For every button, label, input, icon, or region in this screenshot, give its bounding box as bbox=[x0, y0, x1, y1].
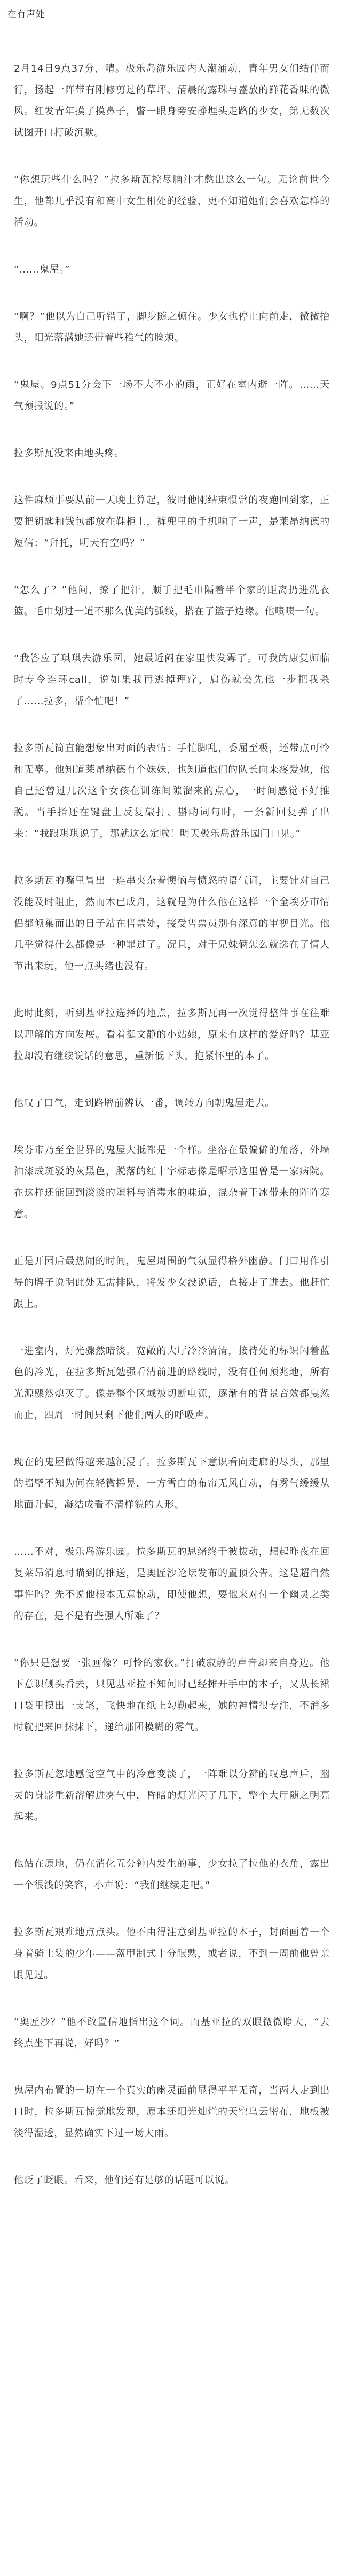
page-title: 在有声处 bbox=[7, 9, 45, 20]
paragraph: 此时此刻，听到基亚拉选择的地点，拉多斯瓦再一次觉得整件事在往难以理解的方向发展。看着挺文静的小姑娘，原来有这样的爱好吗？基亚拉却没有继续说话的意思，重新低下头，抱紧怀里的本子。 bbox=[14, 1008, 330, 1062]
paragraph: 他眨了眨眼。看来，他们还有足够的话题可以说。 bbox=[14, 2175, 235, 2186]
paragraph: 他站在原地，仍在消化五分钟内发生的事，少女拉了拉他的衣角，露出一个很浅的笑容，小声说：“我们继续走吧。” bbox=[14, 1858, 330, 1891]
paragraph: 2月14日9点37分，晴。极乐岛游乐园内人潮涌动，青年男女们结伴而行，扬起一阵带有刚修剪过的草坪、清晨的露珠与盛放的鲜花香味的微风。红发青年摸了摸鼻子，瞥一眼身旁安静埋头走路的少女，第无数次试图开口打破沉默。 bbox=[14, 63, 330, 138]
paragraph: 拉多斯瓦的嘴里冒出一连串夹杂着懊恼与愤怒的语气词，主要针对自己没能及时阻止，然而木已成舟，这就是为什么他在这样一个全埃芬市情侣都倾巢而出的日子站在售票处，接受售票员别有深意的审视目光。他几乎觉得什么都像是一种罪过了。况且，对于兄妹俩怎么就选在了情人节出来玩，他一点头绪也没有。 bbox=[14, 875, 330, 972]
paragraph: “鬼屋。9点51分会下一场不大不小的雨，正好在室内避一阵。……天气预报说的。” bbox=[14, 379, 330, 412]
paragraph: 一进室内，灯光骤然暗淡。宽敞的大厅冷冷清清，接待处的标识闪着蓝色的冷光，在拉多斯瓦勉强看清前进的路线时，没有任何预兆地，所有光源骤然熄灭了。像是整个区域被切断电源，逐渐有的背景音效都戛然而止，四周一时间只剩下他们两人的呼吸声。 bbox=[14, 1345, 330, 1421]
paragraph: “奥匠沙？”他不敢置信地指出这个词。而基亚拉的双眼微微睁大，“去终点坐下再说，好吗？” bbox=[14, 2017, 330, 2049]
paragraph: “啊？”他以为自己听错了，脚步随之顿住。少女也停止向前走，微微抬头，阳光落满她还带着些稚气的脸颊。 bbox=[14, 311, 330, 344]
paragraph: 拉多斯瓦没来由地头疼。 bbox=[14, 448, 124, 459]
paragraph: 鬼屋内布置的一切在一个真实的幽灵面前显得平平无奇，当两人走到出口时，拉多斯瓦惊觉地发现，原本还阳光灿烂的天空乌云密布，地板被淡得湿透，显然确实下过一场大雨。 bbox=[14, 2085, 330, 2139]
paragraph: 这件麻烦事要从前一天晚上算起，彼时他刚结束惯常的夜跑回到家，正要把钥匙和钱包都放在鞋柜上，裤兜里的手机响了一声，是莱昂纳德的短信：“拜托，明天有空吗？” bbox=[14, 495, 330, 549]
paragraph: 正是开园后最热闹的时间，鬼屋周围的气氛显得格外幽静。门口用作引导的牌子说明此处无需排队，将发少女没说话，直接走了进去。他赶忙跟上。 bbox=[14, 1256, 330, 1310]
paragraph: 拉多斯瓦忽地感觉空气中的冷意变淡了，一阵难以分辨的叹息声后，幽灵的身影重新溶解进雾气中，昏暗的灯光闪了几下，整个大厅随之明亮起来。 bbox=[14, 1769, 330, 1823]
paragraph: 现在的鬼屋做得越来越沉浸了。拉多斯瓦下意识看向走廊的尽头，那里的墙壁不知为何在轻微摇晃，一方雪白的布帘无风自动，有雾气缓缓从地面升起，凝结成看不清样貌的人形。 bbox=[14, 1457, 330, 1511]
paragraph: “怎么了？”他问，撩了把汗，顺手把毛巾隔着半个家的距离扔进洗衣篮。毛巾划过一道不那么优美的弧线，搭在了篮子边缘。他啧啧一句。 bbox=[14, 585, 330, 617]
paragraph: 拉多斯瓦简直能想象出对面的表情：手忙脚乱，委屈至极，还带点可怜和无辜。他知道莱昂纳德有个妹妹，也知道他们的队长向来疼爱她，他自己还曾过几次这个女孩在训练间隙溜来的点心，一时间感觉不好推脱。当手指还在键盘上反复敲打、斟酌词句时，一条新回复弹了出来：“我跟琪琪说了，那就这么定啦！明天极乐岛游乐园门口见。” bbox=[14, 743, 330, 839]
paragraph: “你想玩些什么吗？”拉多斯瓦控尽脑汁才憋出这么一句。无论前世今生，他都几乎没有和高中女生相处的经验，更不知道她们会喜欢怎样的活动。 bbox=[14, 174, 330, 228]
paragraph: “……鬼屋。” bbox=[14, 264, 70, 275]
paragraph: ……不对，极乐岛游乐园。拉多斯瓦的思绪终于被拔动，想起昨夜在回复莱昂消息时瞄到的推送，是奥匠沙论坛发布的置顶公告。这是超自然事件吗？先不说他根本无意惊动，即使他想，要他来对付一个幽灵之类的存在，是不是有些强人所难了？ bbox=[14, 1546, 330, 1622]
paragraph: 埃芬市乃至全世界的鬼屋大抵都是一个样。坐落在最偏僻的角落，外墙油漆成斑驳的灰黑色，脱落的红十字标志像是昭示这里曾是一家病院。在这样还能回到淡淡的塑料与消毒水的味道，混杂着干冰带来的阵阵寒意。 bbox=[14, 1145, 330, 1220]
article-body bbox=[0, 26, 347, 2191]
paragraph: 拉多斯瓦艰难地点点头。他不由得注意到基亚拉的本子，封面画着一个身着骑士装的少年——盔甲制式十分眼熟，或者说，不到一周前他曾亲眼见过。 bbox=[14, 1927, 330, 1981]
paragraph: 他叹了口气，走到路牌前辨认一番，调转方向朝鬼屋走去。 bbox=[14, 1098, 275, 1109]
paragraph: “你只是想要一张画像？可怜的家伙。”打破寂静的声音却来自身边。他下意识侧头看去，只见基亚拉不知何时已经摊开手中的本子，又从长裙口袋里摸出一支笔，飞快地在纸上勾勒起来，她的神情很专注，不消多时就把来回抹抹下，递给那团模糊的雾气。 bbox=[14, 1657, 330, 1733]
paragraph: “我答应了琪琪去游乐园，她最近闷在家里快发霉了。可我的康复师临时专令连环call，说如果我再逃掉理疗，肩伤就会先他一步把我杀了……拉多，帮个忙吧！” bbox=[14, 653, 330, 707]
